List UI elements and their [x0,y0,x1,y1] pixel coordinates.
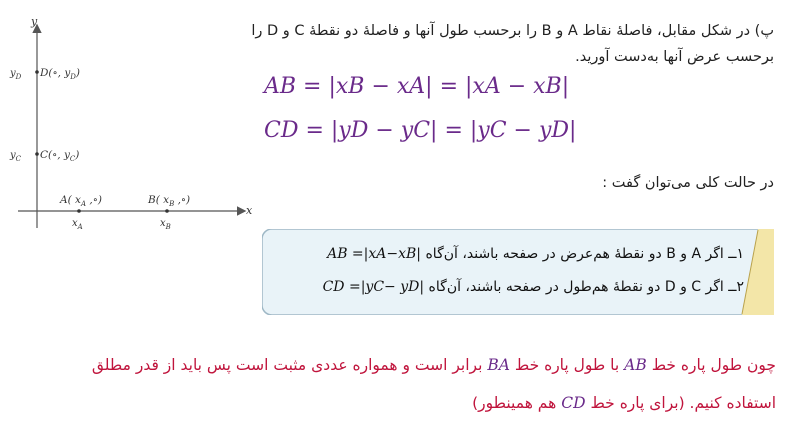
general-case-text: در حالت کلی می‌توان گفت : [602,175,774,191]
equation-cd: CD = |yD − yC| = |yC − yD| [264,118,577,143]
note-line-2 [472,394,776,412]
point-c-label: C(∘, $y_C$) [40,149,80,163]
point-d-label: D(∘, $y_D$) [40,67,81,81]
note-segment-ba: BA [487,356,510,374]
rule-2 [323,279,744,295]
tick-yd: $y_D$ [10,68,22,81]
x-axis-label: x [246,204,253,217]
rule-2-formula: CD =|yC− yD| [322,279,425,295]
rules-panel [262,229,774,315]
note-line1-b: با طول پاره خط [514,356,620,374]
rule-1 [327,246,744,262]
point-a-marker [77,209,81,213]
note-line1-c: برابر است و همواره عددی مثبت است پس باید از قدر مطلق [91,356,483,374]
note-segment-ab: AB [624,356,647,374]
rule-2-text: ۲ــ اگر C و D دو نقطهٔ هم‌طول در صفحه باشند، آن‌گاه [428,279,744,295]
point-b-marker [165,209,169,213]
note-segment-cd: CD [561,394,586,412]
note-line1-a: چون طول پاره خط [651,356,776,374]
equation-ab: AB = |xB − xA| = |xA − xB| [264,74,570,99]
point-c-marker [35,152,39,156]
rule-1-formula: AB =|xA−xB| [327,246,422,262]
point-a-label: A( $x_A$ ,∘) [60,194,102,208]
point-d-marker [35,70,39,74]
y-axis-label: y [31,15,38,28]
tick-xa: $x_A$ [72,218,83,231]
note-line-1 [92,356,776,374]
note-line2-a: استفاده کنیم. (برای پاره خط [590,394,776,412]
intro-line-1: پ) در شکل مقابل، فاصلهٔ نقاط A و B را برحسب طول آنها و فاصلهٔ دو نقطهٔ C و D را [251,23,774,39]
note-line2-b: هم همینطور) [472,394,557,412]
coordinate-diagram [0,0,260,240]
point-b-label: B( $x_B$ ,∘) [148,194,191,208]
rule-1-text: ۱ــ اگر A و B دو نقطهٔ هم‌عرض در صفحه باشند، آن‌گاه [425,246,744,262]
tick-xb: $x_B$ [160,218,171,231]
intro-line-2: برحسب عرض آنها به‌دست آورید. [575,49,774,65]
tick-yc: $y_C$ [10,150,22,163]
